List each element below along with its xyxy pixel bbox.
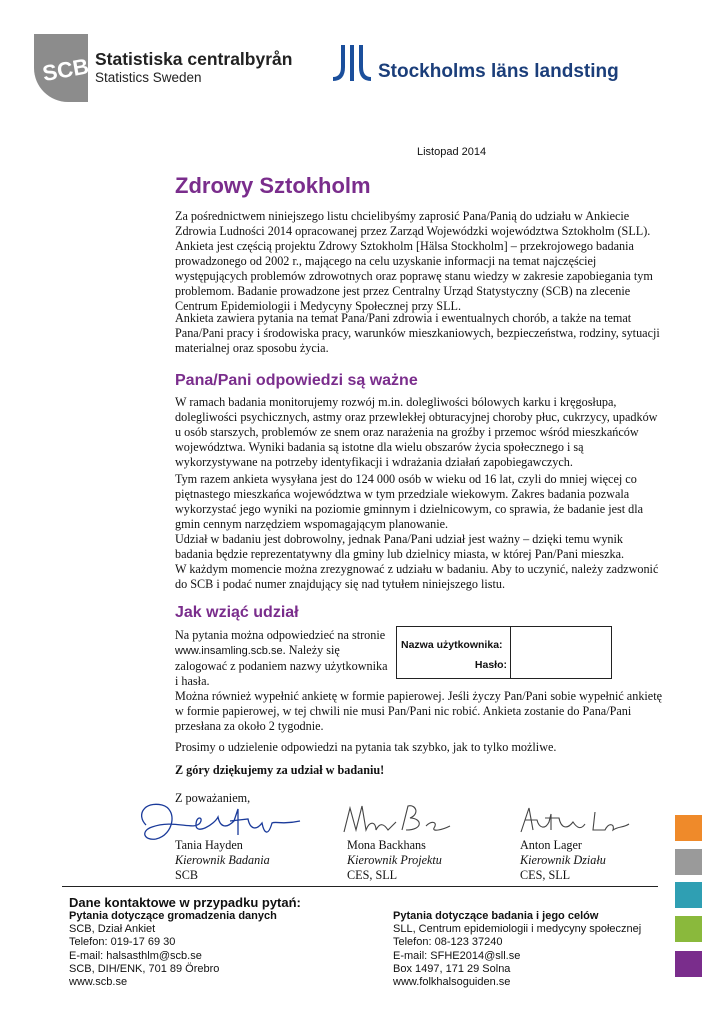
signatory-1 <box>175 838 335 883</box>
text-line: Za pośrednictwem niniejszego listu chcielibyśmy zaprosić Pana/Panią do udziału w Ankiecie <box>175 209 630 223</box>
text-line: przesłana za około 2 tygodnie. <box>175 719 324 733</box>
login-box <box>396 626 612 679</box>
text-line: . Należy się <box>282 643 340 657</box>
color-square-teal <box>675 882 702 908</box>
text-line: piętnastego mieszkańca województwa w tym przedziale wiekowym. Zakres badania pozwala <box>175 487 630 501</box>
section1-paragraph-2 <box>175 472 645 532</box>
text-line: prowadzonego od 2002 r., mającego na celu uzyskanie informacji na temat najczęściej <box>175 254 597 268</box>
contact-left <box>69 910 369 989</box>
text-line: W ramach badania monitorujemy rozwój m.in. dolegliwości bólowych karku i kręgosłupa, <box>175 395 617 409</box>
intro-paragraph-2 <box>175 311 660 356</box>
contact-phone: Telefon: 019-17 69 30 <box>69 936 176 949</box>
text-line: Tym razem ankieta wysyłana jest do 124 000 osób w wieku od 16 lat, czyli do mniej więcej co <box>175 472 637 486</box>
signatory-name: Mona Backhans <box>347 838 426 852</box>
signatory-org: SCB <box>175 868 199 882</box>
request-paragraph <box>175 740 645 755</box>
sll-logo <box>331 43 373 83</box>
intro-paragraph-1 <box>175 209 653 314</box>
text-line: Na pytania można odpowiedzieć na stronie <box>175 628 386 642</box>
scb-logo-mark <box>34 34 88 102</box>
closing-text: Z poważaniem, <box>175 791 251 805</box>
contact-phone: Telefon: 08-123 37240 <box>393 936 503 949</box>
sll-name: Stockholms läns landsting <box>378 61 619 82</box>
letter-date: Listopad 2014 <box>417 146 487 158</box>
contact-email: E-mail: SFHE2014@sll.se <box>393 949 521 962</box>
signatory-role: Kierownik Badania <box>175 853 270 867</box>
signature-anton-lager <box>515 800 635 840</box>
page-title: Zdrowy Sztokholm <box>175 173 371 198</box>
paper-option-paragraph <box>175 689 663 734</box>
login-box-divider <box>510 627 511 678</box>
contact-address: Box 1497, 171 29 Solna <box>393 962 511 975</box>
text-line: dolegliwości psychicznych, astmy oraz przewlekłej obturacyjnej choroby płuc, cukrzycy, upadków <box>175 410 658 424</box>
signatory-role: Kierownik Projektu <box>347 853 442 867</box>
text-line: Udział w badaniu jest dobrowolny, jednak Pana/Pani udział jest ważny – dzięki temu wynik <box>175 532 624 546</box>
contact-heading: Dane kontaktowe w przypadku pytań: <box>69 895 301 910</box>
text-line: Zdrowia Ludności 2014 opracowanej przez Zarząd Wojewódzki województwa Sztokholm (SLL). <box>175 224 651 238</box>
scb-logo-text: SCB <box>40 53 88 87</box>
text-line: do SCB i podać numer znajdujący się nad tytułem niniejszego listu. <box>175 577 506 591</box>
signature-mona-backhans <box>340 800 460 840</box>
contact-address: SCB, DIH/ENK, 701 89 Örebro <box>69 962 220 975</box>
text-line: i hasła. <box>175 674 210 688</box>
signatory-name: Tania Hayden <box>175 838 243 852</box>
scb-logo <box>34 34 88 102</box>
section-heading-how-to: Jak wziąć udział <box>175 604 299 621</box>
text-line: problemom. Badanie prowadzone jest przez Centralny Urząd Statystyczny (SCB) na zlecenie <box>175 284 631 298</box>
contact-line: SLL, Centrum epidemiologii i medycyny społecznej <box>393 923 642 936</box>
text-line: Prosimy o udzielenie odpowiedzi na pytania tak szybko, jak to tylko możliwe. <box>175 740 557 754</box>
username-label: Nazwa użytkownika: <box>401 639 503 651</box>
contact-line: SCB, Dział Ankiet <box>69 923 156 936</box>
color-square-orange <box>675 815 702 841</box>
signatory-name: Anton Lager <box>520 838 582 852</box>
contact-right <box>393 910 668 989</box>
section1-paragraph-3 <box>175 532 659 592</box>
text-line: wykorzystywane na potrzeby identyfikacji i wdrażania działań zapobiegawczych. <box>175 455 573 469</box>
text-line: gmin cennym narzędziem wspomagającym planowanie. <box>175 517 449 531</box>
color-square-green <box>675 916 702 942</box>
sll-logo-mark <box>331 43 373 83</box>
color-square-purple <box>675 951 702 977</box>
text-line: W każdym momencie można zrezygnować z udziału w badaniu. Aby to uczynić, należy zadzwonić <box>175 562 659 576</box>
contact-website-link[interactable]: www.scb.se <box>69 976 128 989</box>
password-label: Hasło: <box>474 659 507 671</box>
text-line: materialnej oraz sposobu życia. <box>175 341 329 355</box>
text-line: badania będzie reprezentatywny dla gminy lub dzielnicy miasta, w której Pan/Pani mieszka. <box>175 547 625 561</box>
text-line: występujących problemów zdrowotnych oraz poprawę stanu wiedzy w zakresie zapobiegania tym <box>175 269 653 283</box>
scb-subtitle: Statistics Sweden <box>95 70 202 85</box>
text-line: województwa. Wyniki badania są istotne dla wielu obszarów życia społecznego i są <box>175 440 584 454</box>
password-value-field <box>513 655 607 671</box>
contact-divider <box>62 886 658 887</box>
text-line: Można również wypełnić ankietę w formie papierowej. Jeśli życzy Pan/Pani sobie wypełnić ankietę <box>175 689 663 703</box>
contact-email: E-mail: halsasthlm@scb.se <box>69 949 202 962</box>
text-line: Centrum Epidemiologii i Medycyny Społecznej przy SLL. <box>175 299 462 313</box>
text-line: wykorzystać jego wyniki na poziomie gminnym i dzielnicowym, co sprawia, że badanie jest dla <box>175 502 644 516</box>
signatory-org: CES, SLL <box>347 868 398 882</box>
signatory-role: Kierownik Działu <box>520 853 606 867</box>
signatory-3 <box>520 838 670 883</box>
text-line: Ankieta jest częścią projektu Zdrowy Sztokholm [Hälsa Stockholm] – przekrojowego badania <box>175 239 634 253</box>
text-line: u osób starszych, problemów ze snem oraz narażenia na groźby i przemoc wśród mieszkańców <box>175 425 639 439</box>
contact-left-title: Pytania dotyczące gromadzenia danych <box>69 910 277 922</box>
signatory-org: CES, SLL <box>520 868 571 882</box>
username-value-field <box>513 635 607 651</box>
section-heading-importance: Pana/Pani odpowiedzi są ważne <box>175 372 418 389</box>
section1-paragraph-1 <box>175 395 658 470</box>
text-line: zalogować z podaniem nazwy użytkownika <box>175 659 388 673</box>
color-square-gray <box>675 849 702 875</box>
contact-website-link[interactable]: www.folkhalsoguiden.se <box>393 976 511 989</box>
online-instructions <box>175 628 390 689</box>
scb-title: Statistiska centralbyrån <box>95 49 293 69</box>
text-line: Z góry dziękujemy za udział w badaniu! <box>175 763 385 777</box>
text-line: Ankieta zawiera pytania na temat Pana/Pani zdrowia i ewentualnych chorób, a także na temat <box>175 311 632 325</box>
thanks-paragraph <box>175 763 645 778</box>
text-line: Pana/Pani pracy i środowiska pracy, warunków mieszkaniowych, bezpieczeństwa, rodziny, sytuacji <box>175 326 660 340</box>
signatory-2 <box>347 838 507 883</box>
contact-right-title: Pytania dotyczące badania i jego celów <box>393 910 599 922</box>
survey-website-link[interactable]: www.insamling.scb.se <box>175 645 283 657</box>
text-line: w formie papierowej, w tej chwili nie musi Pan/Pani nic robić. Ankieta zostanie do Pana/Pani <box>175 704 632 718</box>
